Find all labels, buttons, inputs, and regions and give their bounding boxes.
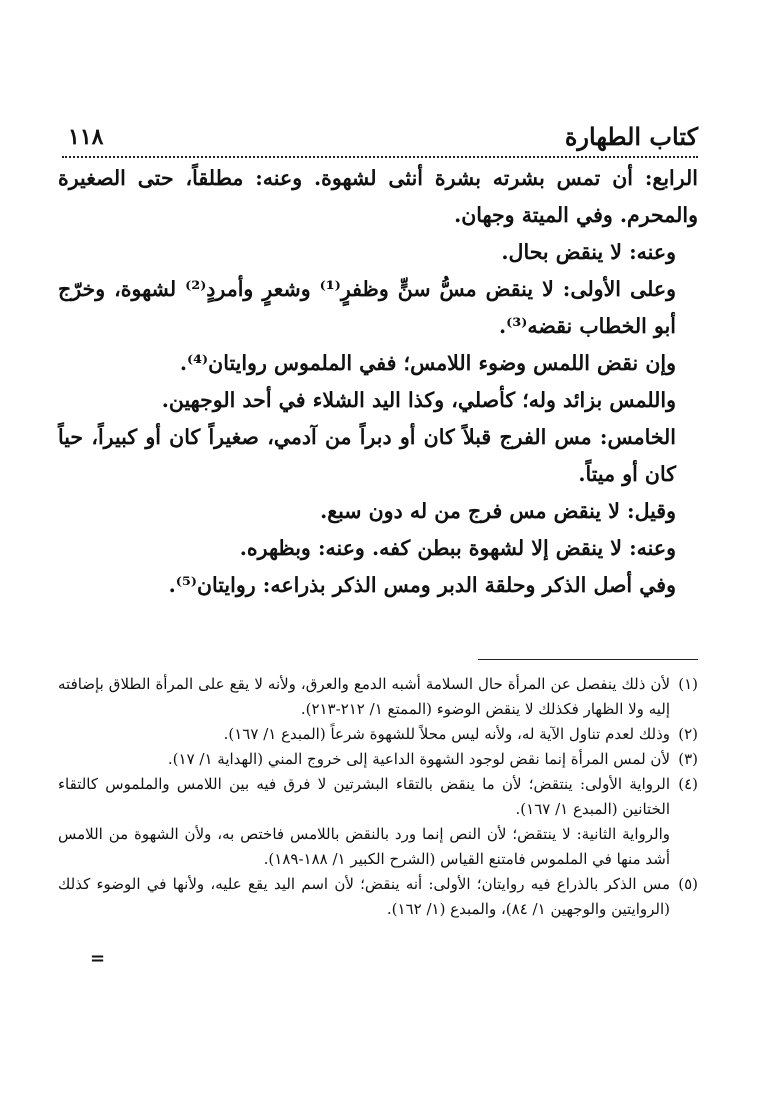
continuation-mark: = — [90, 948, 106, 969]
paragraph: وفي أصل الذكر وحلقة الدبر ومس الذكر بذراعه: روايتان⁽⁵⁾. — [168, 573, 676, 597]
page-number: ١١٨ — [68, 124, 104, 150]
footnote-text: وذلك لعدم تناول الآية له، ولأنه ليس محلاً للشهوة شرعاً (المبدع ١/ ١٦٧). — [223, 725, 670, 743]
paragraph: الخامس: مس الفرج قبلاً كان أو دبراً من آدمي، صغيراً كان أو كبيراً، حياً كان أو ميتاً. — [58, 425, 676, 486]
paragraph: وعنه: لا ينقض إلا لشهوة ببطن كفه. وعنه: وبظهره. — [239, 536, 676, 560]
footnote-text: لأن لمس المرأة إنما نقض لوجود الشهوة الداعية إلى خروج المني (الهداية ١/ ١٧). — [167, 750, 670, 768]
paragraph: وقيل: لا ينقض مس فرج من له دون سبع. — [320, 499, 676, 523]
main-text — [58, 160, 698, 604]
footnote — [58, 872, 698, 922]
footnote — [58, 722, 698, 747]
footnote — [58, 772, 698, 822]
footnote — [58, 672, 698, 722]
paragraph: وعلى الأولى: لا ينقض مسُّ سنٍّ وظفرٍ⁽¹⁾ وشعرٍ وأمردٍ⁽²⁾ لشهوة، وخرّج أبو الخطاب نقضه⁽³⁾. — [58, 277, 676, 338]
footnote-number: (٥) — [678, 875, 698, 893]
footnote-number: (٣) — [678, 750, 698, 768]
paragraph: وعنه: لا ينقض بحال. — [501, 240, 676, 264]
footnote-separator — [478, 659, 698, 660]
running-header — [62, 122, 698, 158]
footnote-text: الرواية الأولى: ينتقض؛ لأن ما ينقض بالتقاء البشرتين لا فرق فيه بين اللامس والملموس كالتقاء الختانين (المبدع ١/ ١٦٧). — [58, 775, 670, 818]
footnotes — [58, 672, 698, 922]
footnote — [58, 747, 698, 772]
footnote-text: مس الذكر بالذراع فيه روايتان؛ الأولى: أنه ينقض؛ لأن اسم اليد يقع عليه، ولأنها في الوضوء كذلك (الروايتين والوجهين ١/ ٨٤)، والمبدع (١/ ١٦٢). — [58, 875, 670, 918]
footnote-text: لأن ذلك ينفصل عن المرأة حال السلامة أشبه الدمع والعرق، ولأنه لا يقع على المرأة الطلاق بإضافته إليه ولا الظهار فكذلك لا ينقض الوضوء (الممتع ١/ ٢١٢-٢١٣). — [58, 675, 670, 718]
paragraph: وإن نقض اللمس وضوء اللامس؛ ففي الملموس روايتان⁽⁴⁾. — [179, 351, 676, 375]
footnote-number: (٢) — [678, 725, 698, 743]
paragraph: واللمس بزائد وله؛ كأصلي، وكذا اليد الشلاء في أحد الوجهين. — [161, 388, 676, 412]
footnote-number: (٤) — [678, 775, 698, 793]
footnote-number: (١) — [678, 675, 698, 693]
chapter-title: كتاب الطهارة — [564, 122, 698, 151]
footnote-continuation: والرواية الثانية: لا ينتقض؛ لأن النص إنما ورد بالنقض باللامس فاختص به، ولأن الشهوة من اللامس أشد منها في الملموس فامتنع القياس (الشرح الكبير ١/ ١٨٨-١٨٩). — [58, 825, 670, 868]
paragraph: الرابع: أن تمس بشرته بشرة أنثى لشهوة. وعنه: مطلقاً، حتى الصغيرة والمحرم. وفي الميتة وجهان. — [58, 166, 698, 227]
